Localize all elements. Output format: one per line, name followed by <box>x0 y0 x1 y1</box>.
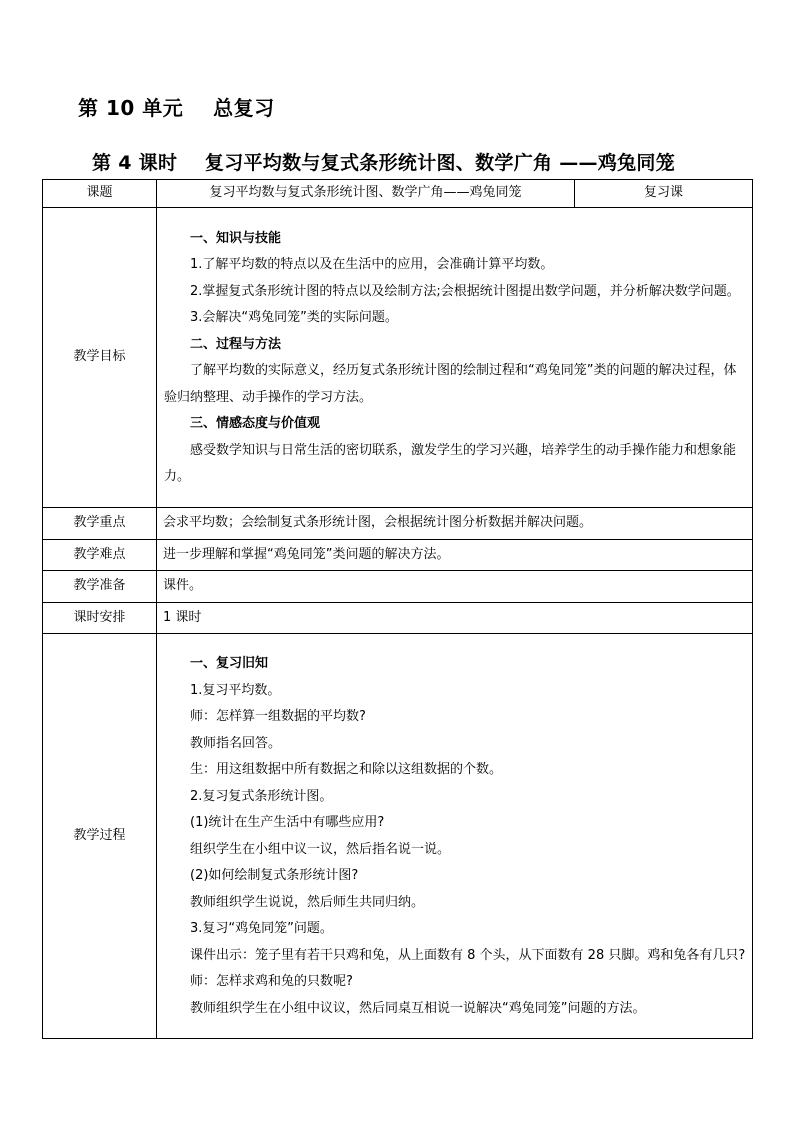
schedule-label: 课时安排 <box>43 602 157 634</box>
process-paragraph: 教师指名回答。 <box>190 735 282 751</box>
process-paragraph: 生：用这组数据中所有数据之和除以这组数据的个数。 <box>190 762 503 777</box>
process-paragraph: 3.复习“鸡兔同笼”问题。 <box>190 921 333 936</box>
schedule-row <box>43 602 753 634</box>
objectives-paragraph: 2.掌握复式条形统计图的特点以及绘制方法;会根据统计图提出数学问题，并分析解决数学问题。 <box>190 283 740 299</box>
objectives-paragraph: 感受数学知识与日常生活的密切联系，激发学生的学习兴趣，培养学生的动手操作能力和想象能力。 <box>164 442 737 484</box>
key-points-value: 会求平均数；会绘制复式条形统计图，会根据统计图分析数据并解决问题。 <box>157 508 753 540</box>
process-paragraph: 课件出示：笼子里有若干只鸡和兔，从上面数有 8 个头，从下面数有 28 只脚。鸡和兔各有几只? <box>190 947 746 963</box>
objectives-heading: 三、情感态度与价值观 <box>190 416 321 431</box>
process-paragraph: 组织学生在小组中议一议，然后指名说一说。 <box>190 841 451 857</box>
schedule-value: 1 课时 <box>157 602 753 634</box>
process-content <box>157 634 753 1039</box>
process-paragraph: (1)统计在生产生活中有哪些应用? <box>190 815 385 830</box>
topic-row <box>43 180 753 208</box>
process-paragraph: 1.复习平均数。 <box>190 682 281 698</box>
process-paragraph: 师：怎样求鸡和兔的只数呢? <box>190 974 353 989</box>
process-paragraph: 教师组织学生在小组中议议，然后同桌互相说一说解决“鸡兔同笼”问题的方法。 <box>190 1000 646 1016</box>
objectives-heading: 一、知识与技能 <box>190 230 282 246</box>
objectives-row <box>43 208 753 508</box>
preparation-row <box>43 571 753 603</box>
objectives-content <box>157 208 753 508</box>
lesson-plan-table <box>42 179 753 1039</box>
process-paragraph: 2.复习复式条形统计图。 <box>190 788 333 804</box>
key-points-label: 教学重点 <box>43 508 157 540</box>
difficulties-row <box>43 539 753 571</box>
unit-title: 第 10 单元 总复习 <box>78 96 275 120</box>
process-label: 教学过程 <box>43 634 157 1039</box>
objectives-paragraph: 1.了解平均数的特点以及在生活中的应用，会准确计算平均数。 <box>190 257 554 272</box>
lesson-title: 第 4 课时 复习平均数与复式条形统计图、数学广角 ——鸡兔同笼 <box>92 152 676 174</box>
difficulties-label: 教学难点 <box>43 539 157 571</box>
key-points-row <box>43 508 753 540</box>
topic-label: 课题 <box>43 180 157 208</box>
process-paragraph: (2)如何绘制复式条形统计图? <box>190 868 359 883</box>
process-paragraph: 师：怎样算一组数据的平均数? <box>190 709 366 724</box>
difficulties-value: 进一步理解和掌握“鸡兔同笼”类问题的解决方法。 <box>157 539 753 571</box>
process-paragraph: 教师组织学生说说，然后师生共同归纳。 <box>190 894 425 910</box>
topic-value: 复习平均数与复式条形统计图、数学广角——鸡兔同笼 <box>157 180 575 208</box>
objectives-paragraph: 3.会解决“鸡兔同笼”类的实际问题。 <box>190 310 398 325</box>
objectives-heading: 二、过程与方法 <box>190 336 282 352</box>
preparation-label: 教学准备 <box>43 571 157 603</box>
process-row <box>43 634 753 1039</box>
preparation-value: 课件。 <box>157 571 753 603</box>
objectives-label: 教学目标 <box>43 208 157 508</box>
process-heading: 一、复习旧知 <box>190 656 269 671</box>
lesson-type: 复习课 <box>575 180 753 208</box>
objectives-paragraph: 了解平均数的实际意义，经历复式条形统计图的绘制过程和“鸡兔同笼”类的问题的解决过程，体验归纳整理、动手操作的学习方法。 <box>164 363 737 405</box>
